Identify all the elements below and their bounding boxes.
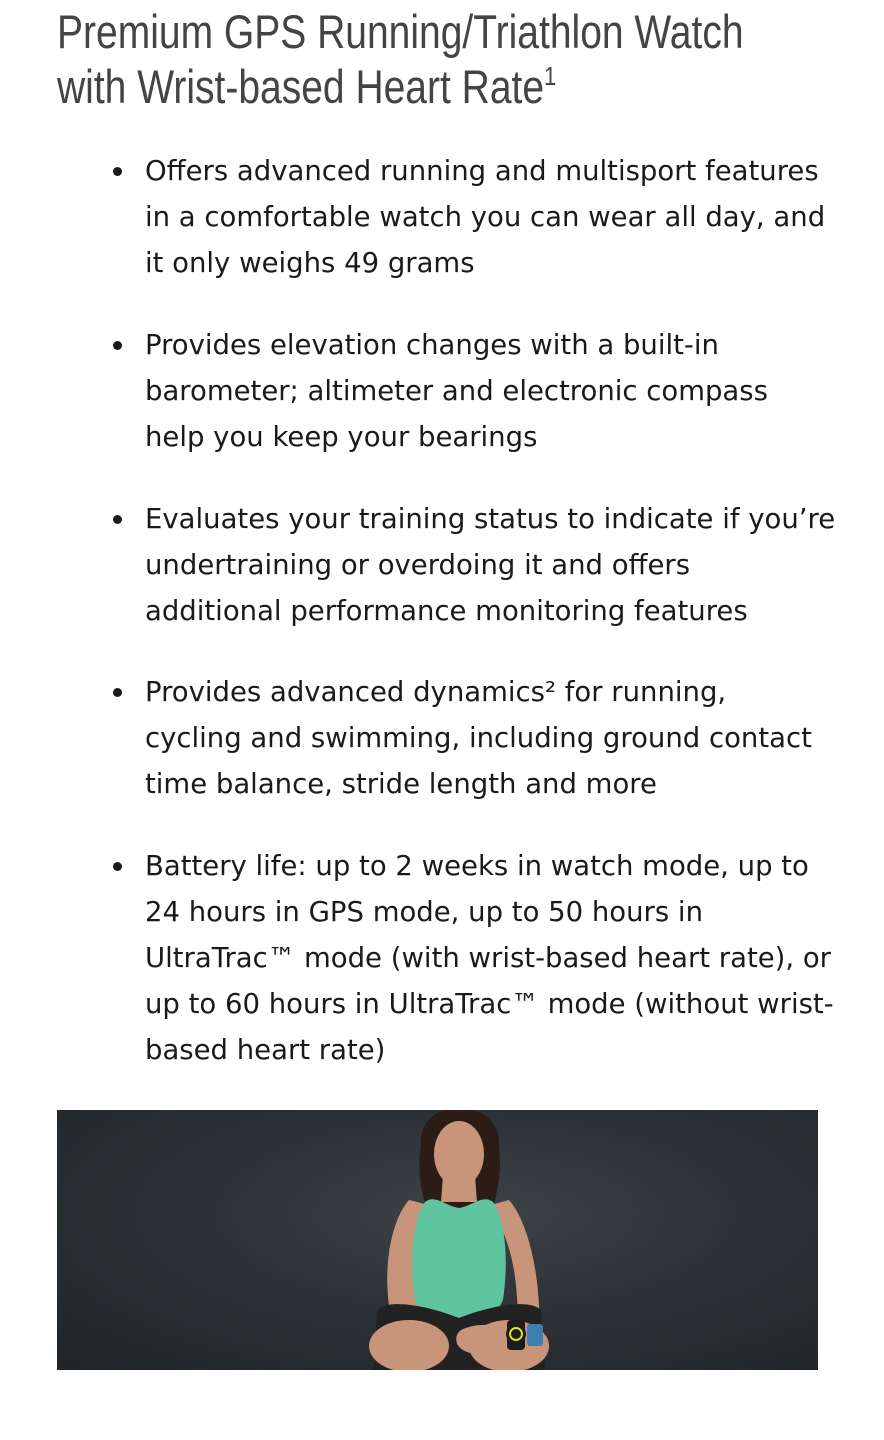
sleeve-shape	[527, 1324, 543, 1346]
feature-text-line: cycling and swimming, including ground contact	[145, 722, 812, 754]
hero-image-athlete	[57, 1110, 818, 1370]
feature-text-line: Battery life: up to 2 weeks in watch mode, up to	[145, 850, 809, 882]
feature-text-line: Provides elevation changes with a built-in	[145, 329, 719, 361]
tank-shape	[412, 1199, 506, 1324]
feature-text-line: in a comfortable watch you can wear all day, and	[145, 201, 826, 233]
face-shape	[434, 1121, 484, 1187]
product-title-line-1: Premium GPS Running/Triathlon Watch	[57, 5, 744, 58]
product-title-line-2: with Wrist-based Heart Rate	[57, 60, 545, 113]
product-title	[57, 4, 744, 114]
feature-text-line: Provides advanced dynamics² for running,	[145, 676, 727, 708]
feature-text-line: additional performance monitoring features	[145, 595, 748, 627]
feature-text-line: Offers advanced running and multisport features	[145, 155, 819, 187]
feature-text-line: it only weighs 49 grams	[145, 247, 475, 279]
feature-item-weight	[145, 148, 835, 286]
feature-text-line: time balance, stride length and more	[145, 768, 657, 800]
title-footnote-marker: 1	[544, 61, 557, 91]
feature-item-training-status	[145, 496, 835, 634]
feature-item-dynamics	[145, 669, 835, 807]
feature-text-line: Evaluates your training status to indicate if you’re	[145, 503, 836, 535]
feature-text-line: help you keep your bearings	[145, 421, 538, 453]
feature-text-line: UltraTrac™ mode (with wrist-based heart rate), or	[145, 942, 831, 974]
feature-text-line: undertraining or overdoing it and offers	[145, 549, 691, 581]
feature-text-line: up to 60 hours in UltraTrac™ mode (without wrist-	[145, 988, 834, 1020]
feature-text-line: barometer; altimeter and electronic compass	[145, 375, 768, 407]
feature-text-line: 24 hours in GPS mode, up to 50 hours in	[145, 896, 704, 928]
athlete-illustration	[57, 1110, 818, 1370]
feature-item-elevation	[145, 322, 835, 460]
feature-item-battery-life	[145, 843, 835, 1073]
feature-text-line: based heart rate)	[145, 1034, 386, 1066]
knee-left-shape	[369, 1320, 449, 1370]
